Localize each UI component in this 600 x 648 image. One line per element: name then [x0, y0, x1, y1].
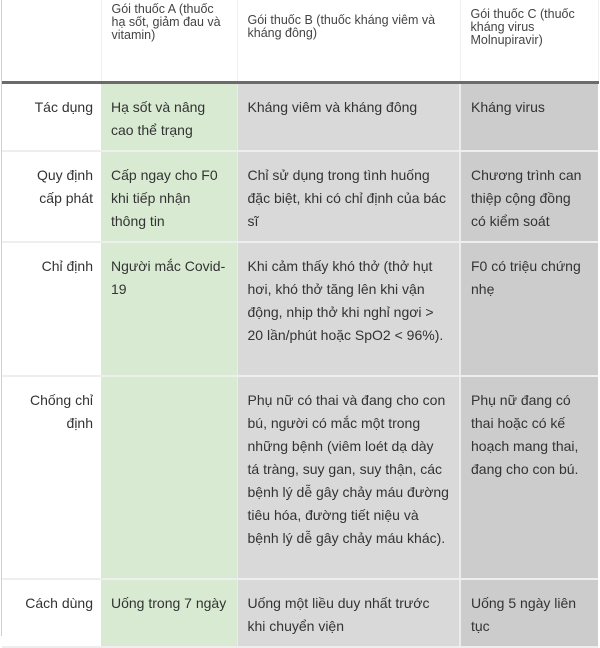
cell-package-c: Chương trình can thiệp cộng đồng có kiểm soát: [460, 151, 598, 242]
cell-package-a: Hạ sốt và nâng cao thể trạng: [101, 83, 237, 152]
table-row-dispensing-rule: [2, 151, 598, 242]
cell-package-c: Phụ nữ đang có thai hoặc có kế hoạch mang thai, đang cho con bú.: [460, 376, 598, 579]
table-row-effect: [2, 83, 598, 152]
cell-package-a: Uống trong 7 ngày: [101, 579, 237, 647]
cell-package-b: Chỉ sử dụng trong tình huống đặc biệt, khi có chỉ định của bác sĩ: [237, 151, 460, 242]
row-label: Chống chỉ định: [2, 376, 101, 579]
table-row-usage: [2, 579, 598, 647]
table-row-indication: [2, 242, 598, 376]
row-label: Cách dùng: [2, 579, 101, 647]
table-row-contraindication: [2, 376, 598, 579]
cell-package-a: [101, 376, 237, 579]
header-row: [2, 0, 598, 83]
header-empty-cell: [2, 0, 101, 83]
cell-package-c: Kháng virus: [460, 83, 598, 152]
cell-package-c: F0 có triệu chứng nhẹ: [460, 242, 598, 376]
table-header: [2, 0, 598, 83]
cell-package-b: Khi cảm thấy khó thở (thở hụt hơi, khó thở tăng lên khi vận động, nhịp thở khi nghỉ ngơi > 20 lần/phút hoặc SpO2 < 96%).: [237, 242, 460, 376]
header-package-b: Gói thuốc B (thuốc kháng viêm và kháng đông): [237, 0, 460, 83]
cell-package-c: Uống 5 ngày liên tục: [460, 579, 598, 647]
cell-package-a: Cấp ngay cho F0 khi tiếp nhận thông tin: [101, 151, 237, 242]
row-label: Chỉ định: [2, 242, 101, 376]
row-label: Quy định cấp phát: [2, 151, 101, 242]
cell-package-b: Uống một liều duy nhất trước khi chuyển viện: [237, 579, 460, 647]
medicine-package-comparison-table: [2, 0, 599, 648]
header-package-a: Gói thuốc A (thuốc hạ sốt, giảm đau và vitamin): [101, 0, 237, 83]
cell-package-b: Kháng viêm và kháng đông: [237, 83, 460, 152]
cell-package-a: Người mắc Covid-19: [101, 242, 237, 376]
row-label: Tác dụng: [2, 83, 101, 152]
header-package-c: Gói thuốc C (thuốc kháng virus Molnupiravir): [460, 0, 598, 83]
table-body: [2, 83, 598, 648]
cell-package-b: Phụ nữ có thai và đang cho con bú, người có mắc một trong những bệnh (viêm loét dạ dày tá tràng, suy gan, suy thận, các bệnh lý dễ gây chảy máu đường tiêu hóa, đường tiết niệu và bệnh lý dễ gây chảy máu khác).: [237, 376, 460, 579]
